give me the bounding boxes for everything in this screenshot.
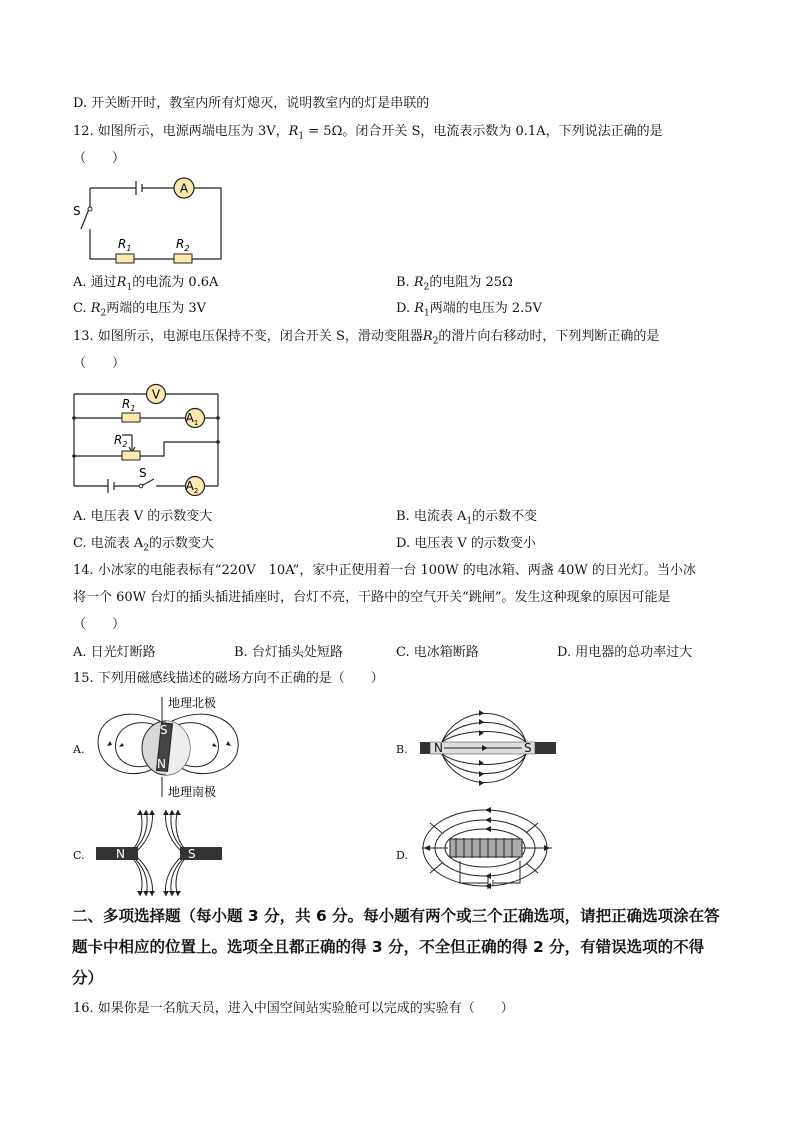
- q12-option-b: B. $R_2$的电阻为 25Ω: [396, 275, 513, 293]
- q14-option-a: A. 日光灯断路: [73, 645, 156, 660]
- q12-r2-label: $R_2$: [176, 237, 190, 253]
- q15-figure-a-earth: [90, 693, 260, 803]
- q14-line2: 将一个 60W 台灯的插头插进插座时，台灯不亮，干路中的空气开关“跳闸”。发生这种现象的原因可能是: [73, 590, 671, 605]
- q15-label-b: B.: [396, 743, 408, 756]
- q15-a-s-label: S: [160, 723, 168, 737]
- q14-line1: 14. 小冰家的电能表标有“220V 10A”，家中正使用着一台 100W 的电冰箱、两盏 40W 的日光灯。当小冰: [73, 563, 696, 578]
- q13-stem: 13. 如图所示，电源电压保持不变，闭合开关 S，滑动变阻器$R_2$的滑片向右移动时，下列判断正确的是: [73, 329, 660, 347]
- q14-option-c: C. 电冰箱断路: [396, 645, 479, 660]
- q13-r2-label: $R_2$: [114, 433, 128, 449]
- q12-switch-label: S: [73, 204, 81, 218]
- q13-a1-label: $A_1$: [185, 411, 199, 427]
- q15-a-south-label: 地理南极: [168, 785, 217, 799]
- q13-option-d: D. 电压表 V 的示数变小: [396, 536, 536, 551]
- q12-option-a: A. 通过$R_1$的电流为 0.6A: [73, 275, 219, 293]
- q16-stem: 16. 如果你是一名航天员，进入中国空间站实验舱可以完成的实验有（ ）: [73, 1001, 514, 1016]
- q12-option-c: C. $R_2$两端的电压为 3V: [73, 301, 207, 319]
- q15-figure-b-bar-magnet: [418, 708, 558, 788]
- q13-option-c: C. 电流表 $A_2$的示数变大: [73, 536, 215, 554]
- q15-a-north-label: 地理北极: [168, 696, 217, 710]
- q12-stem: 12. 如图所示，电源两端电压为 3V，$R_1 = 5\Omega$。闭合开关 S，电流表示数为 0.1A，下列说法正确的是: [73, 124, 663, 142]
- q15-b-n-label: N: [434, 741, 443, 755]
- q15-b-s-label: S: [524, 741, 532, 755]
- q15-figure-d-solenoid: [420, 803, 555, 895]
- q15-a-n-label: N: [157, 757, 166, 771]
- q12-circuit-diagram: [70, 175, 230, 265]
- q13-r1-label: $R_1$: [122, 397, 136, 413]
- q13-voltmeter-label: V: [151, 387, 161, 402]
- q13-a2-label: $A_2$: [185, 479, 199, 495]
- q15-figure-c-two-poles: [94, 808, 224, 898]
- q12-r1-label: $R_1$: [118, 237, 132, 253]
- q14-blank: （ ）: [73, 617, 126, 632]
- q15-c-n-label: N: [116, 847, 125, 861]
- q14-option-b: B. 台灯插头处短路: [234, 645, 343, 660]
- q11-option-d: D. 开关断开时，教室内所有灯熄灭，说明教室内的灯是串联的: [73, 96, 430, 111]
- q13-option-b: B. 电流表 $A_1$的示数不变: [396, 509, 538, 527]
- q13-blank: （ ）: [73, 356, 126, 371]
- q13-circuit-diagram: [70, 380, 230, 500]
- q15-stem: 15. 下列用磁感线描述的磁场方向不正确的是（ ）: [73, 671, 384, 686]
- section2-title: 二、多项选择题（每小题 3 分，共 6 分。每小题有两个或三个正确选项，请把正确选项涂在答题卡中相应的位置上。选项全且都正确的得 3 分，不全但正确的得 2 分，有错误选项的不得分）: [72, 907, 720, 987]
- q12-blank: （ ）: [73, 151, 126, 166]
- q14-option-d: D. 用电器的总功率过大: [557, 645, 693, 660]
- q15-label-a: A.: [73, 743, 85, 756]
- q12-ammeter-label: A: [179, 181, 189, 196]
- q15-c-s-label: S: [188, 847, 196, 861]
- q15-label-d: D.: [396, 849, 408, 862]
- q13-switch-label: S: [139, 466, 147, 480]
- q13-option-a: A. 电压表 V 的示数变大: [73, 509, 213, 524]
- q12-option-d: D. $R_1$两端的电压为 2.5V: [396, 301, 542, 319]
- q15-label-c: C.: [73, 849, 85, 862]
